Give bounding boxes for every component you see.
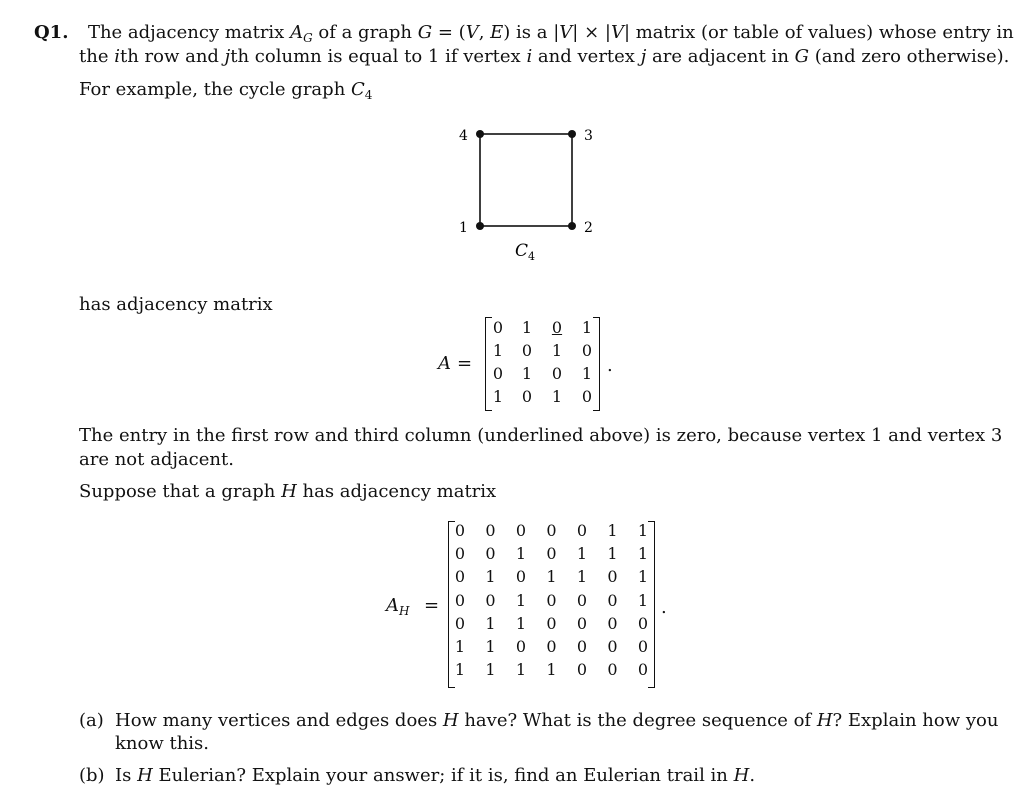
matrix-a-cell: 1 [581, 318, 593, 337]
matrix-h-cell: 1 [515, 613, 527, 633]
matrix-h-name: $A_H$ [386, 595, 410, 618]
matrix-h-cell: 0 [576, 613, 588, 633]
matrix-a-cell: 1 [551, 387, 563, 406]
matrix-h-cell: 1 [454, 637, 466, 656]
matrix-a-cell: 0 [581, 341, 593, 360]
matrix-a-cell: 0 [521, 341, 533, 360]
vertex-3 [568, 130, 576, 138]
matrix-h-cell: 1 [515, 544, 527, 564]
matrix-h-cell: 1 [637, 590, 649, 610]
matrix-h-cell: 0 [576, 637, 588, 656]
matrix-h-cell: 0 [515, 521, 527, 540]
matrix-h-cell: 0 [546, 590, 557, 610]
matrix-h-cell: 0 [607, 637, 618, 656]
matrix-h-period: . [661, 597, 667, 618]
matrix-h-cell: 0 [454, 544, 466, 564]
matrix-h-cell: 0 [546, 544, 557, 564]
vertex-label-1: 1 [459, 220, 468, 236]
matrix-h-cell: 0 [515, 567, 527, 587]
matrix-h-cell: 0 [607, 613, 618, 633]
graph-caption: C [515, 241, 529, 261]
matrix-h-cell: 0 [454, 521, 466, 540]
graph-edges [480, 134, 572, 226]
matrix-a-cell: 0 [492, 318, 504, 337]
matrix-h-cell: 0 [607, 660, 618, 680]
matrix-h-cell: 0 [454, 590, 466, 610]
matrix-a-cell: 1 [581, 364, 593, 383]
matrix-a-cell: 0 [551, 364, 563, 383]
vertex-label-2: 2 [584, 220, 593, 236]
matrix-h-cell: 1 [454, 660, 466, 680]
matrix-h-cell: 0 [607, 567, 618, 587]
matrix-a-cell: 1 [492, 341, 504, 360]
part-a-label: (a) [79, 710, 104, 731]
vertex-label-3: 3 [584, 128, 593, 144]
vertex-4 [476, 130, 484, 138]
matrix-a-cell: 1 [521, 364, 533, 383]
matrix-h-cell: 0 [485, 590, 496, 610]
part-b-label: (b) [79, 765, 105, 786]
matrix-h-cell: 1 [485, 660, 496, 680]
matrix-h-cell: 0 [607, 590, 618, 610]
cycle-graph-c4 [440, 118, 620, 268]
matrix-h-cell: 1 [485, 613, 496, 633]
question-label: Q1. [34, 22, 69, 43]
matrix-h-cell: 1 [576, 567, 588, 587]
vertex-label-4: 4 [459, 128, 468, 144]
suppose-line: Suppose that a graph H has adjacency matrix [79, 481, 497, 502]
matrix-h-cell: 1 [607, 521, 618, 540]
part-b-line: Is H Eulerian? Explain your answer; if it is, find an Eulerian trail in H. [115, 765, 756, 786]
matrix-a-cell: 1 [521, 318, 533, 337]
explanation-line-1: The entry in the first row and third column (underlined above) is zero, because vertex 1 and vertex 3 [79, 425, 1003, 446]
matrix-h-cell: 0 [637, 660, 649, 680]
matrix-h-cell: 1 [515, 660, 527, 680]
graph-caption-sub: 4 [528, 250, 535, 263]
matrix-h-cell: 0 [576, 660, 588, 680]
vertex-2 [568, 222, 576, 230]
matrix-a-cell: 0 [581, 387, 593, 406]
matrix-h-cell: 1 [607, 544, 618, 564]
example-line: For example, the cycle graph $C_4$ [79, 79, 373, 102]
matrix-a-cell: 1 [492, 387, 504, 406]
matrix-h-cell: 1 [637, 567, 649, 587]
vertex-1 [476, 222, 484, 230]
matrix-a-cell: 0 [492, 364, 504, 383]
matrix-a-cell: 1 [551, 341, 563, 360]
matrix-h-cell: 1 [485, 567, 496, 587]
question-intro-line-1: Q1. The adjacency matrix $A_G$ of a graph G = (V, E) is a |V| × |V| matrix (or table of values) whose entry in [34, 22, 1014, 45]
matrix-h-cell: 1 [515, 590, 527, 610]
matrix-h-cell: 0 [485, 521, 496, 540]
matrix-a-period: . [607, 355, 613, 376]
question-intro-line-2: the ith row and jth column is equal to 1 if vertex i and vertex j are adjacent in G (and zero otherwise). [79, 46, 1010, 67]
matrix-h-cell: 1 [546, 660, 557, 680]
matrix-a-cell-underlined: 0 [551, 318, 563, 337]
matrix-h-equals: = [424, 595, 440, 616]
matrix-a-name: A [438, 353, 451, 374]
matrix-h-cell: 1 [546, 567, 557, 587]
matrix-h-cell: 0 [576, 521, 588, 540]
matrix-a-cell: 0 [521, 387, 533, 406]
matrix-h-cell: 1 [576, 544, 588, 564]
part-a-line-2: know this. [115, 733, 210, 754]
matrix-h-cell: 0 [576, 590, 588, 610]
matrix-h-cell: 0 [637, 637, 649, 656]
matrix-h-cell: 0 [637, 613, 649, 633]
matrix-h-cell: 0 [546, 637, 557, 656]
matrix-h-cell: 0 [546, 521, 557, 540]
matrix-h-cell: 0 [454, 613, 466, 633]
matrix-h-cell: 1 [485, 637, 496, 656]
matrix-h-cell: 1 [637, 521, 649, 540]
matrix-h-cell: 0 [454, 567, 466, 587]
matrix-h-cell: 0 [546, 613, 557, 633]
explanation-line-2: are not adjacent. [79, 449, 234, 470]
matrix-h-cell: 0 [485, 544, 496, 564]
matrix-h-cell: 1 [637, 544, 649, 564]
matrix-a-equals: = [457, 353, 473, 374]
matrix-h-cell: 0 [515, 637, 527, 656]
part-a-line-1: How many vertices and edges does H have? What is the degree sequence of H? Explain how you [115, 710, 999, 731]
has-adjacency-text: has adjacency matrix [79, 294, 273, 315]
